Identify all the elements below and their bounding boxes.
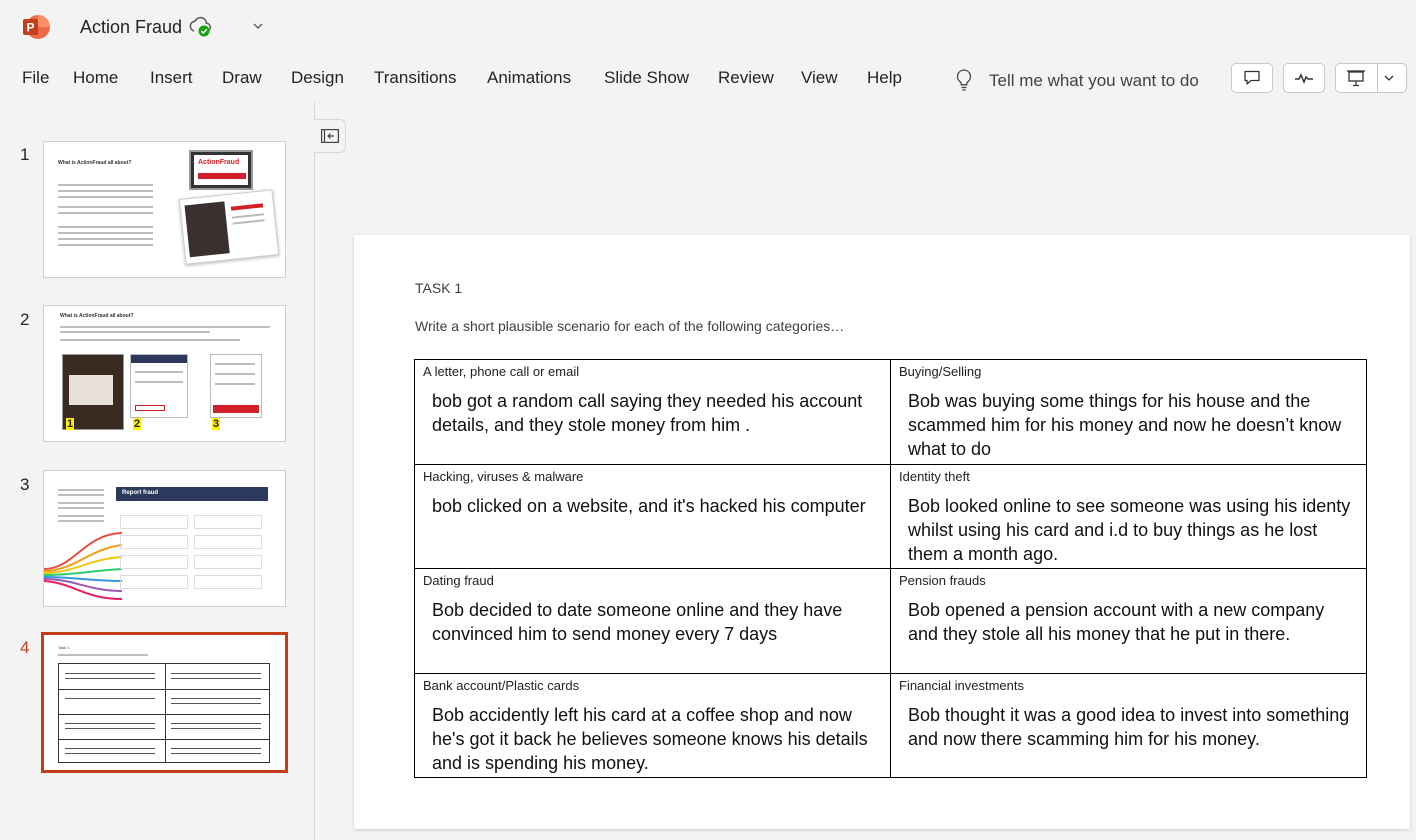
slide-number: 1: [20, 145, 30, 164]
category-label: Hacking, viruses & malware: [423, 468, 584, 484]
slide-number: 4: [20, 638, 30, 657]
table-cell[interactable]: [891, 464, 1367, 569]
document-title[interactable]: Action Fraud: [80, 17, 183, 37]
category-label: A letter, phone call or email: [423, 364, 580, 379]
scenario-text[interactable]: Bob opened a pension account with a new company and they stole all his money that he put in there.: [908, 600, 1325, 644]
table-cell[interactable]: [891, 569, 1367, 674]
table-cell[interactable]: [891, 673, 1367, 778]
slide-number: 2: [20, 310, 30, 329]
svg-text:P: P: [26, 20, 35, 35]
marker-3: 3: [213, 418, 220, 430]
action-fraud-logo: ActionFraud: [198, 159, 240, 166]
slide-number: 3: [20, 475, 30, 494]
tab-review[interactable]: Review: [718, 68, 774, 87]
thumb-title: Report fraud: [122, 490, 158, 496]
thumb-title: What is ActionFraud all about?: [58, 160, 132, 166]
catch-up-button[interactable]: [1283, 63, 1325, 93]
category-label: Pension frauds: [899, 573, 986, 588]
tell-me-search[interactable]: Tell me what you want to do: [989, 71, 1199, 90]
slide-thumbnail-1[interactable]: [43, 141, 286, 278]
table-row: [415, 673, 1367, 778]
cloud-saved-icon[interactable]: [188, 16, 214, 38]
tab-file[interactable]: File: [22, 68, 50, 87]
table-cell[interactable]: [415, 673, 891, 778]
table-cell[interactable]: [891, 360, 1367, 465]
chevron-down-icon[interactable]: [252, 20, 264, 32]
category-label: Financial investments: [899, 677, 1024, 693]
tab-view[interactable]: View: [801, 68, 838, 87]
marker-2: 2: [134, 418, 141, 430]
table-cell[interactable]: [415, 360, 891, 465]
slide-thumbnail-4[interactable]: [41, 632, 288, 773]
category-label: Identity theft: [899, 468, 970, 484]
tab-slide-show[interactable]: Slide Show: [604, 68, 690, 87]
marker-1: 1: [67, 418, 74, 430]
scenario-text[interactable]: Bob accidently left his card at a coffee shop and now he's got it back he believes someone knows his details and is spending his money.: [432, 704, 868, 773]
table-row: [415, 360, 1367, 465]
slide-thumbnail-2[interactable]: [43, 305, 286, 442]
comment-icon: [1243, 70, 1261, 86]
scenario-text[interactable]: Bob thought it was a good idea to invest into something and now there scamming him for his money.: [908, 704, 1350, 749]
tab-insert[interactable]: Insert: [150, 68, 193, 87]
slide-canvas[interactable]: [354, 235, 1410, 829]
thumbnail-panel-divider: [314, 102, 315, 840]
instruction-text[interactable]: Write a short plausible scenario for each of the following categories…: [415, 318, 845, 334]
table-cell[interactable]: [415, 569, 891, 674]
screenshot-3: [210, 354, 262, 418]
thumb-header: [116, 487, 268, 501]
category-label: Dating fraud: [423, 573, 494, 588]
lightbulb-icon: [955, 68, 973, 92]
tab-draw[interactable]: Draw: [222, 68, 262, 87]
collapse-pane-icon: [321, 129, 339, 143]
chevron-down-icon[interactable]: [1383, 72, 1395, 84]
tab-animations[interactable]: Animations: [487, 68, 572, 87]
collapse-panel-button[interactable]: [314, 119, 346, 153]
table-cell[interactable]: [415, 464, 891, 569]
photo-image: [179, 189, 279, 264]
tab-home[interactable]: Home: [73, 68, 119, 87]
task-heading[interactable]: TASK 1: [415, 280, 463, 296]
scenario-text[interactable]: bob clicked on a website, and it's hacked his computer: [432, 495, 866, 516]
tab-design[interactable]: Design: [291, 68, 344, 87]
slide-thumbnail-3[interactable]: [43, 470, 286, 607]
tab-help[interactable]: Help: [867, 68, 902, 87]
title-bar: [0, 0, 1416, 56]
scenario-text[interactable]: Bob was buying some things for his house and the scammed him for his money and now he doesn’t know what to do: [908, 391, 1342, 459]
tab-transitions[interactable]: Transitions: [374, 68, 457, 87]
present-button[interactable]: [1335, 63, 1407, 93]
button-divider: [1377, 64, 1378, 92]
thumb-table: [58, 663, 270, 763]
category-label: Buying/Selling: [899, 364, 982, 379]
comments-button[interactable]: [1231, 63, 1273, 93]
scenario-text[interactable]: bob got a random call saying they needed his account details, and they stole money from him .: [432, 391, 863, 435]
powerpoint-icon[interactable]: [22, 14, 50, 40]
thumb-title: What is ActionFraud all about?: [60, 313, 134, 319]
table-row: [415, 569, 1367, 674]
colorful-lines-image: [44, 529, 124, 601]
table-row: [415, 464, 1367, 569]
ribbon-tabs: [0, 60, 1416, 96]
scenario-table[interactable]: [414, 359, 1367, 778]
activity-icon: [1294, 71, 1314, 85]
scenario-text[interactable]: Bob decided to date someone online and they have convinced him to send money every 7 days: [432, 600, 843, 644]
present-icon: [1346, 69, 1366, 87]
thumb-title: Task 1: [58, 645, 70, 650]
scenario-text[interactable]: Bob looked online to see someone was using his identy whilst using his card and i.d to buy things as he lost them a month ago.: [908, 495, 1351, 564]
laptop-image: [189, 150, 253, 190]
screenshot-2: [130, 354, 188, 418]
category-label: Bank account/Plastic cards: [423, 677, 580, 693]
